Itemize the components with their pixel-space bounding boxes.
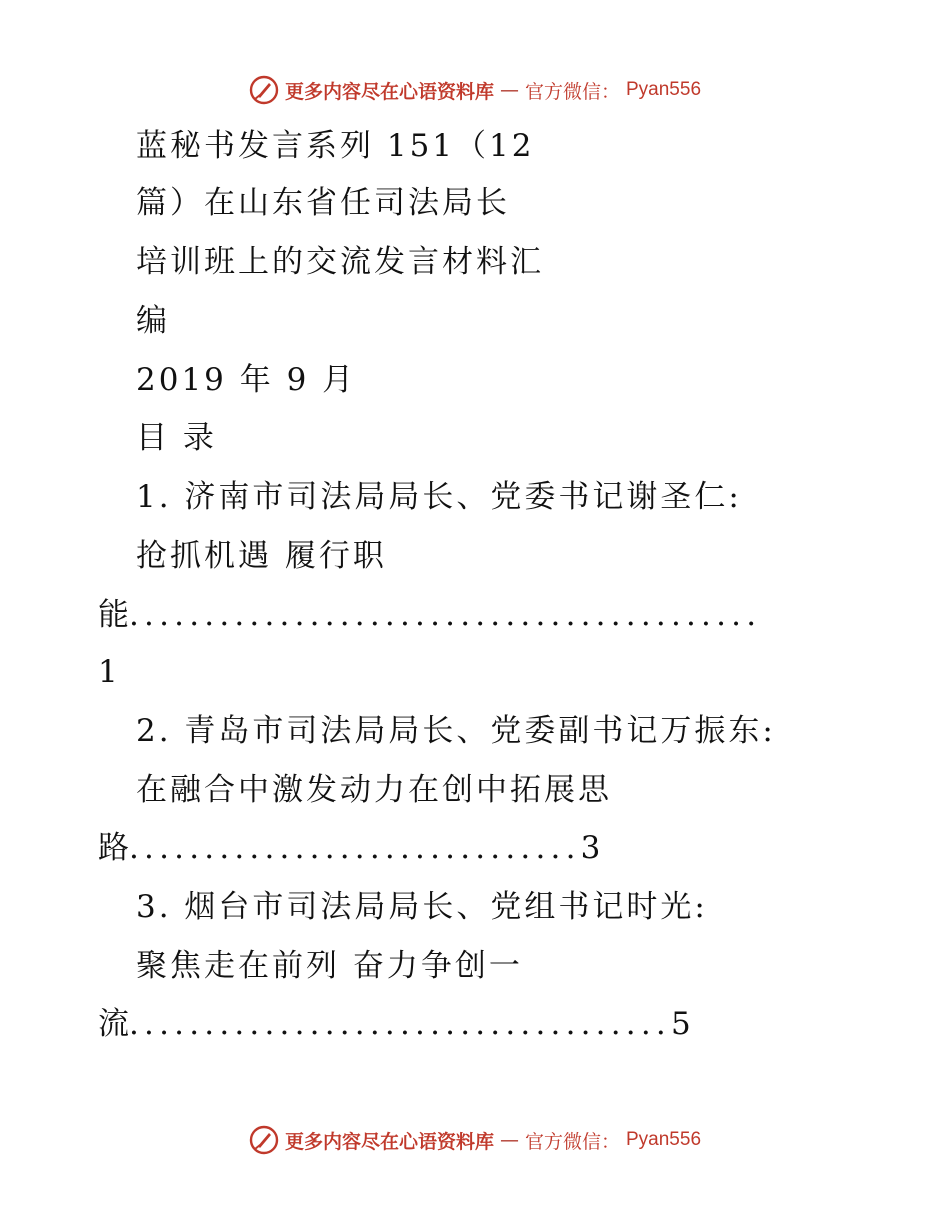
title-line-4: 编 bbox=[136, 303, 170, 339]
toc-entry-3-leader bbox=[98, 1004, 691, 1044]
toc-entry-2-heading: 2. 青岛市司法局局长、党委副书记万振东: bbox=[136, 713, 776, 749]
watermark-text: 更多内容尽在心语资料库 bbox=[284, 1130, 494, 1153]
watermark-contact-label: 官方微信： bbox=[524, 80, 620, 103]
title-line-3: 培训班上的交流发言材料汇 bbox=[136, 244, 544, 280]
toc-entry-1-subtitle: 抢抓机遇 履行职 bbox=[136, 538, 387, 574]
toc-entry-2-tail: 路 bbox=[98, 830, 129, 866]
toc-entry-2-subtitle: 在融合中激发动力在创中拓展思 bbox=[136, 772, 612, 808]
watermark-wechat-id: Pyan556 bbox=[626, 1129, 702, 1150]
watermark-text: 更多内容尽在心语资料库 bbox=[284, 80, 494, 103]
toc-entry-2-page: 3 bbox=[580, 830, 601, 866]
watermark-dash: — bbox=[499, 1129, 519, 1151]
quill-logo-icon bbox=[249, 75, 279, 105]
title-line-1: 蓝秘书发言系列 151（12 bbox=[136, 128, 535, 164]
toc-entry-2-leader bbox=[98, 828, 600, 868]
header-watermark bbox=[0, 72, 950, 108]
toc-entry-1-heading: 1. 济南市司法局局长、党委书记谢圣仁: bbox=[136, 479, 742, 515]
toc-entry-2-dots: .............................. bbox=[129, 830, 581, 866]
footer-watermark bbox=[0, 1122, 950, 1158]
toc-entry-3-subtitle: 聚焦走在前列 奋力争创一 bbox=[136, 948, 523, 984]
toc-entry-1-tail: 能 bbox=[98, 597, 129, 633]
toc-heading: 目 录 bbox=[136, 420, 217, 456]
toc-entry-1-leader bbox=[98, 595, 761, 635]
toc-entry-3-tail: 流 bbox=[98, 1006, 129, 1042]
toc-entry-3-dots: .................................... bbox=[129, 1006, 671, 1042]
document-date: 2019 年 9 月 bbox=[136, 362, 357, 398]
toc-entry-3-page: 5 bbox=[670, 1006, 691, 1042]
toc-entry-1-dots: .......................................... bbox=[129, 597, 762, 633]
watermark-wechat-id: Pyan556 bbox=[626, 79, 702, 100]
watermark-contact-label: 官方微信： bbox=[524, 1130, 620, 1153]
watermark-dash: — bbox=[499, 79, 519, 101]
title-line-2: 篇）在山东省任司法局长 bbox=[136, 185, 510, 221]
quill-logo-icon bbox=[249, 1125, 279, 1155]
toc-entry-3-heading: 3. 烟台市司法局局长、党组书记时光: bbox=[136, 889, 708, 925]
toc-entry-1-page: 1 bbox=[98, 654, 121, 690]
